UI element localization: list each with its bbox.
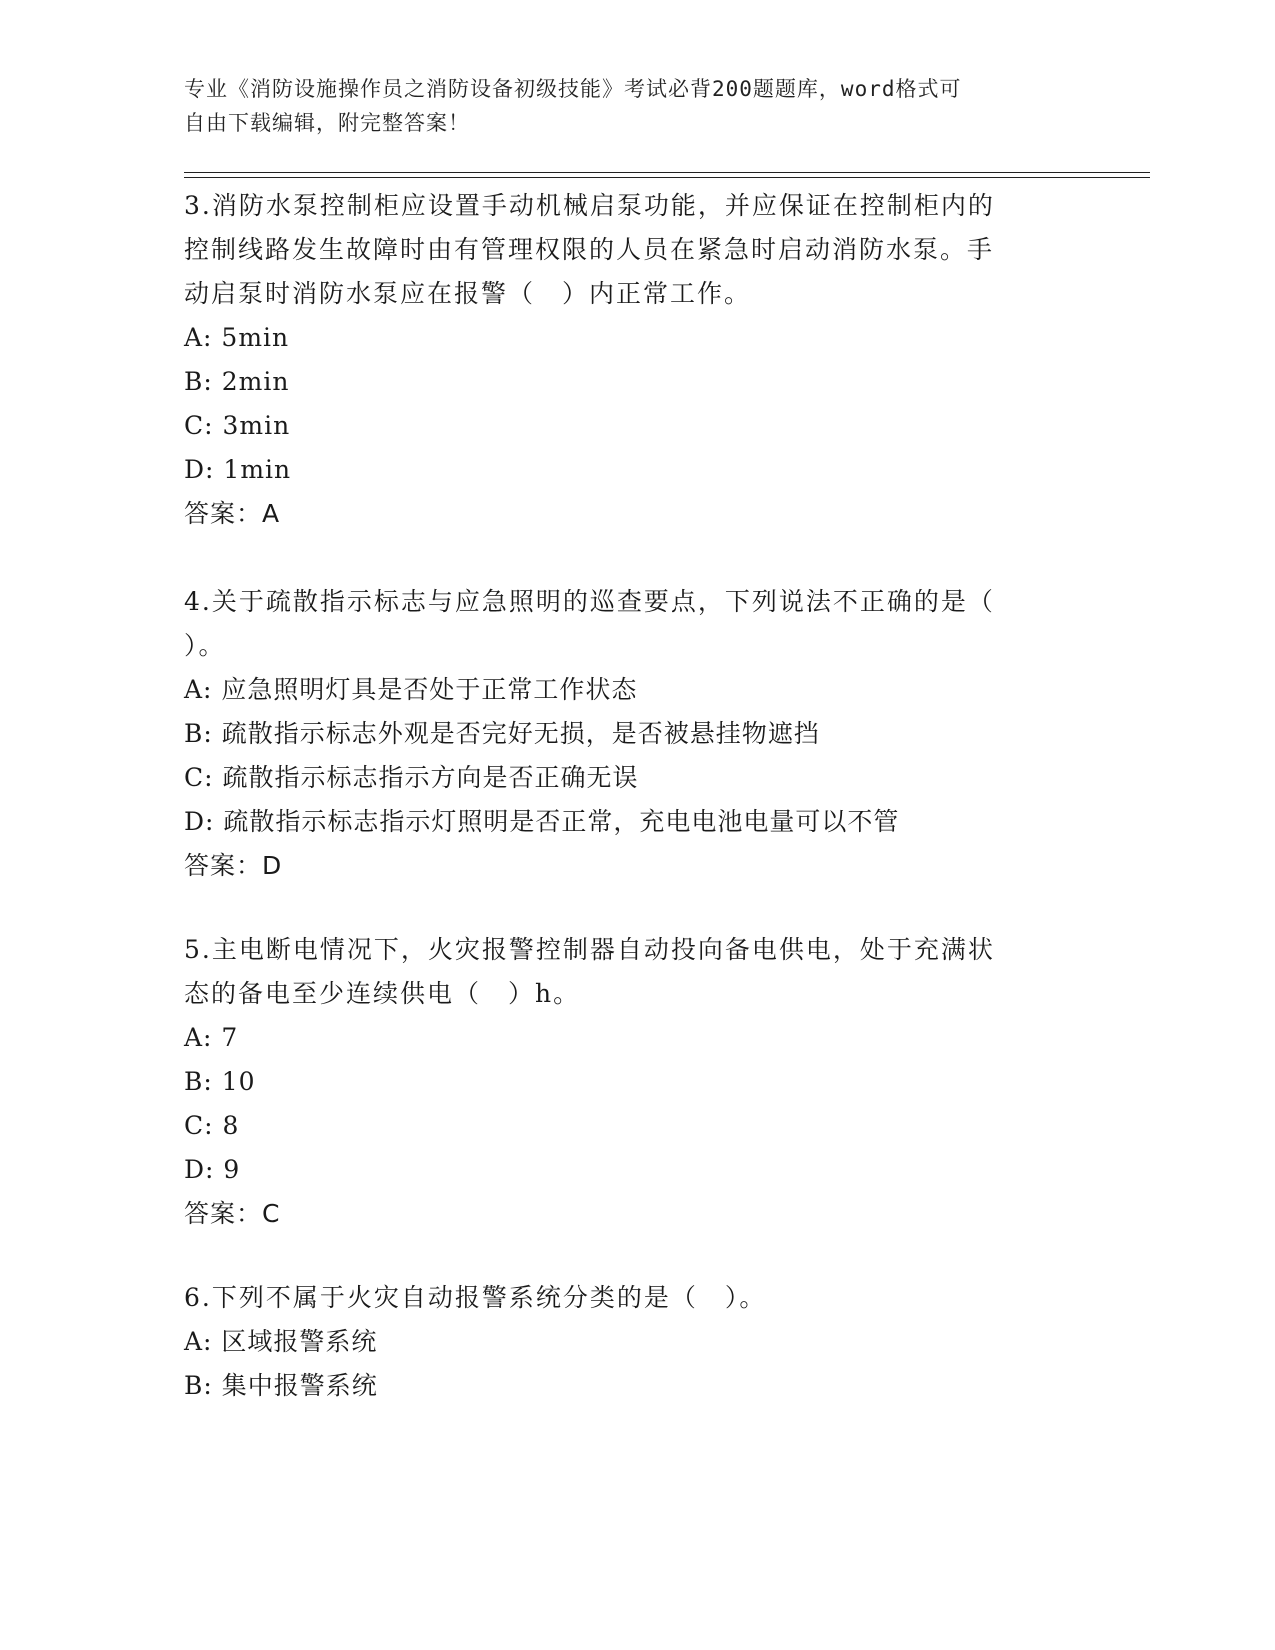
answer-value: D bbox=[262, 851, 282, 880]
option-d: D: 9 bbox=[184, 1155, 241, 1184]
question-stem-line: 动启泵时消防水泵应在报警（ ）内正常工作。 bbox=[184, 279, 752, 308]
option-a: A: 应急照明灯具是否处于正常工作状态 bbox=[184, 675, 638, 704]
option-c: C: 疏散指示标志指示方向是否正确无误 bbox=[184, 763, 639, 792]
answer-value: C bbox=[262, 1199, 280, 1228]
question-stem-line: 3.消防水泵控制柜应设置手动机械启泵功能，并应保证在控制柜内的 bbox=[184, 191, 995, 220]
option-a: A: 区域报警系统 bbox=[184, 1327, 378, 1356]
option-d: D: 1min bbox=[184, 455, 292, 484]
answer-label: 答案： bbox=[184, 1199, 263, 1228]
option-b: B: 2min bbox=[184, 367, 290, 396]
answer-label: 答案： bbox=[184, 851, 263, 880]
question-stem-line: 5.主电断电情况下，火灾报警控制器自动投向备电供电，处于充满状 bbox=[184, 935, 995, 964]
question-stem-line: 6.下列不属于火灾自动报警系统分类的是（ ）。 bbox=[184, 1283, 767, 1312]
question-stem-line: 4.关于疏散指示标志与应急照明的巡查要点，下列说法不正确的是（ bbox=[184, 587, 995, 616]
answer-value: A bbox=[262, 499, 280, 528]
option-a: A: 7 bbox=[184, 1023, 239, 1052]
answer-line bbox=[184, 844, 1064, 888]
option-b: B: 10 bbox=[184, 1067, 256, 1096]
answer-label: 答案： bbox=[184, 499, 263, 528]
document-header bbox=[184, 72, 1064, 140]
option-d: D: 疏散指示标志指示灯照明是否正常，充电电池电量可以不管 bbox=[184, 807, 900, 836]
option-c: C: 3min bbox=[184, 411, 291, 440]
question-3 bbox=[184, 184, 1064, 536]
header-line-2: 自由下载编辑，附完整答案！ bbox=[184, 111, 470, 135]
option-c: C: 8 bbox=[184, 1111, 240, 1140]
option-b: B: 疏散指示标志外观是否完好无损，是否被悬挂物遮挡 bbox=[184, 719, 820, 748]
answer-line bbox=[184, 492, 1064, 536]
option-a: A: 5min bbox=[184, 323, 290, 352]
question-4 bbox=[184, 580, 1064, 888]
header-divider-top bbox=[184, 172, 1150, 173]
question-stem-line: ）。 bbox=[184, 631, 226, 660]
question-5 bbox=[184, 928, 1064, 1236]
option-b: B: 集中报警系统 bbox=[184, 1371, 378, 1400]
header-line-1: 专业《消防设施操作员之消防设备初级技能》考试必背200题题库，word格式可 bbox=[184, 77, 962, 101]
header-divider-bottom bbox=[184, 177, 1150, 178]
question-stem-line: 态的备电至少连续供电（ ）h。 bbox=[184, 979, 581, 1008]
question-6 bbox=[184, 1276, 1064, 1408]
answer-line bbox=[184, 1192, 1064, 1236]
question-stem-line: 控制线路发生故障时由有管理权限的人员在紧急时启动消防水泵。手 bbox=[184, 235, 995, 264]
